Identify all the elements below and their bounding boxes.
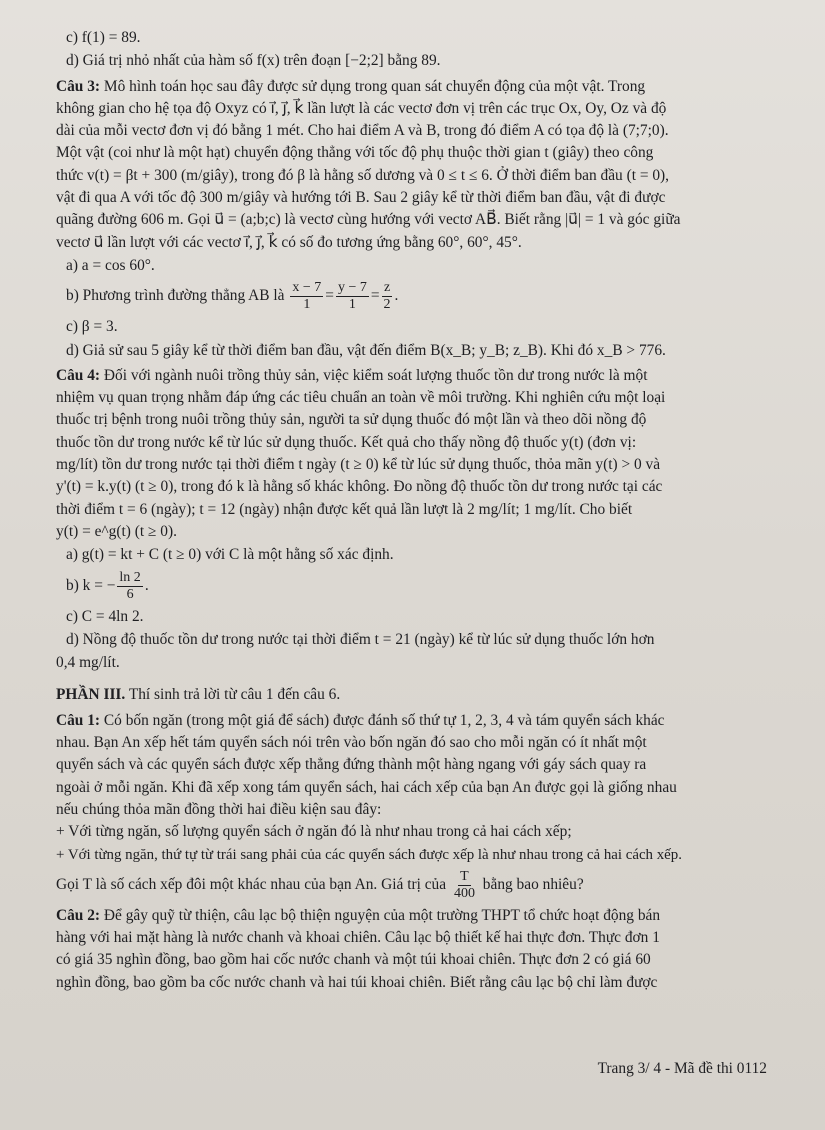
question-4: Câu 4: Đối với ngành nuôi trồng thủy sản, việc kiểm soát lượng thuốc tồn dư trong nước là một nhiệm vụ quan trọng nhằm đáp ứng các tiêu chuẩn an toàn về môi trường. Khi nghiên cứu một loại thuốc trị bệnh trong nuôi trồng thủy sản, người ta sử dụng thuốc đó một lần và theo dõi nồng độ thuốc tồn dư trong nước kể từ lúc sử dụng thuốc. Kết quả cho thấy nồng độ thuốc y(t) (đơn vị: mg/lít) tồn dư trong nước tại thời điểm t ngày (t ≥ 0) kể từ lúc sử dụng thuốc, thỏa mãn y(t) > 0 và y'(t) = k.y(t) (t ≥ 0), trong đó k là hằng số khác không. Đo nồng độ thuốc tồn dư trong nước tại các thời điểm t = 6 (ngày); t = 12 (ngày) nhận được kết quả lần lượt là 2 mg/lít; 1 mg/lít. Cho biết y(t) = e^g(t) (t ≥ 0). a) g(t) = kt + C (t ≥ 0) với C là một hằng số xác định. b) k = − $\frac{\ln 2}{6}$ . c) C = 4ln 2. d) Nồng độ thuốc tồn dư trong nước tại thời điểm t = 21 (ngày) kể từ lúc sử dụng thuốc lớn hơn 0,4 mg/lít.: [56, 365, 775, 675]
fraction-k: $\frac{\ln 2}{6}$: [119, 569, 141, 602]
part3-question-1-label: Câu 1:: [56, 711, 101, 729]
q4-option-c: c) C = 4ln 2.: [66, 607, 144, 625]
fraction-t-400: $\frac{T}{400}$: [453, 868, 475, 901]
q4-option-b: b) k = − $\frac{\ln 2}{6}$ .: [66, 569, 149, 602]
q3-option-d: d) Giả sử sau 5 giây kể từ thời điểm ban đầu, vật đến điểm B(x_B; y_B; z_B). Khi đó x_B > 776.: [66, 341, 666, 359]
page-footer: Trang 3/ 4 - Mã đề thi 0112: [597, 1060, 767, 1077]
part3-question-1: Câu 1: Có bốn ngăn (trong một giá để sách) được đánh số thứ tự 1, 2, 3, 4 và tám quyển sách khác nhau. Bạn An xếp hết tám quyển sách nói trên vào bốn ngăn đó sao cho mỗi ngăn có ít nhất một quyển sách và các quyển sách được xếp thẳng đứng thành một hàng ngang với gáy sách quay ra ngoài ở mỗi ngăn. Khi đã xếp xong tám quyển sách, hai cách xếp của bạn An được gọi là giống nhau nếu chúng thỏa mãn đồng thời hai điều kiện sau đây: + Với từng ngăn, số lượng quyển sách ở ngăn đó là như nhau trong cả hai cách xếp; + Với từng ngăn, thứ tự từ trái sang phải của các quyển sách được xếp là như nhau trong cả hai cách xếp. Gọi T là số cách xếp đôi một khác nhau của bạn An. Giá trị của $\frac{T}{400}$ bằng bao nhiêu?: [56, 711, 682, 901]
part-3-heading: PHẦN III. Thí sinh trả lời từ câu 1 đến câu 6.: [56, 686, 341, 704]
q4-option-d: d) Nồng độ thuốc tồn dư trong nước tại thời điểm t = 21 (ngày) kể từ lúc sử dụng thuốc lớn hơn: [66, 630, 655, 648]
option-c-prev: c) f(1) = 89.: [66, 29, 141, 46]
question-3: Câu 3: Mô hình toán học sau đây được sử dụng trong quan sát chuyển động của một vật. Trong không gian cho hệ tọa độ Oxyz có i⃗, j⃗, k⃗ lần lượt là các vectơ đơn vị trên các trục Ox, Oy, Oz và độ dài của mỗi vectơ đơn vị đó bằng 1 mét. Cho hai điểm A và B, trong đó điểm A có tọa độ là (7;7;0). Một vật (coi như là một hạt) chuyển động thẳng với tốc độ phụ thuộc thời gian t (giây) theo công thức v(t) = βt + 300 (m/giây), trong đó β là hằng số dương và 0 ≤ t ≤ 6. Ở thời điểm ban đầu (t = 0), vật đi qua A với tốc độ 300 m/giây và hướng tới B. Sau 2 giây kể từ thời điểm ban đầu, vật đi được quãng đường 606 m. Gọi u⃗ = (a;b;c) là vectơ cùng hướng với vectơ AB⃗. Biết rằng |u⃗| = 1 và góc giữa vectơ u⃗ lần lượt với các vectơ i⃗, j⃗, k⃗ có số đo tương ứng bằng 60°, 60°, 45°. a) a = cos 60°. b) Phương trình đường thẳng AB là $\frac{x - 7}{1}$ = $\frac{y - 7}{1}$ = $\frac{z}{2}$ . c) β = 3. d) Giả sử sau 5 giây kể từ thời điểm ban đầu, vật đến điểm B(x_B; y_B; z_B). Khi đó x_B > 776.: [56, 76, 775, 362]
q4-option-a: a) g(t) = kt + C (t ≥ 0) với C là một hằng số xác định.: [66, 546, 394, 564]
option-d-prev: d) Giá trị nhỏ nhất của hàm số f(x) trên đoạn [−2;2] bằng 89.: [66, 52, 441, 70]
part3-question-2-label: Câu 2:: [56, 906, 101, 924]
question-3-label: Câu 3:: [56, 77, 101, 95]
q3-option-b: b) Phương trình đường thẳng AB là $\frac{x - 7}{1}$ = $\frac{y - 7}{1}$ = $\frac{z}{2}$ .: [66, 280, 399, 313]
question-4-label: Câu 4:: [56, 366, 101, 384]
fraction-z: $\frac{z}{2}$: [383, 280, 391, 313]
q3-option-c: c) β = 3.: [66, 318, 118, 336]
fraction-x: $\frac{x - 7}{1}$: [292, 280, 322, 313]
fraction-y: $\frac{y - 7}{1}$: [337, 280, 367, 313]
q3-option-a: a) a = cos 60°.: [66, 256, 155, 274]
part3-question-2: Câu 2: Để gây quỹ từ thiện, câu lạc bộ thiện nguyện của một trường THPT tổ chức hoạt động bán hàng với hai mặt hàng là nước chanh và khoai chiên. Câu lạc bộ thiết kế hai thực đơn. Thực đơn 1 có giá 35 nghìn đồng, bao gồm hai cốc nước chanh và một túi khoai chiên. Thực đơn 2 có giá 60 nghìn đồng, bao gồm ba cốc nước chanh và hai túi khoai chiên. Biết rằng câu lạc bộ chỉ làm được: [56, 906, 661, 991]
